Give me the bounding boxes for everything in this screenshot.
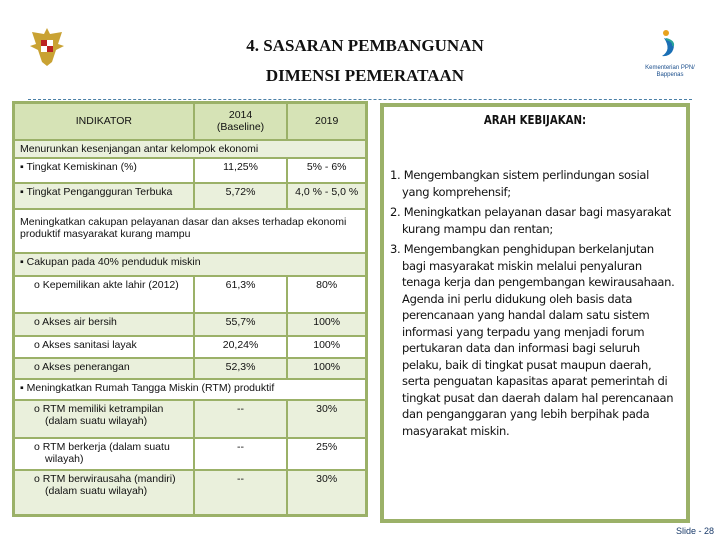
row-label: o RTM memiliki ketrampilan (dalam suatu wilayah) (14, 400, 194, 438)
header-baseline: 2014 (Baseline) (194, 103, 288, 140)
section-label: ▪ Meningkatkan Rumah Tangga Miskin (RTM) produktif (14, 379, 367, 400)
page-subtitle: DIMENSI PEMERATAAN (265, 66, 465, 85)
policy-box (380, 103, 690, 523)
table-row (14, 438, 367, 470)
row-label: o RTM berkerja (dalam suatu wilayah) (14, 438, 194, 470)
table-row (14, 276, 367, 313)
policy-item: 2. Meningkatkan pelayanan dasar bagi masyarakat kurang mampu dan rentan; (390, 205, 671, 236)
row-label: o Akses sanitasi layak (14, 336, 194, 358)
baseline-value: 61,3% (194, 276, 288, 313)
section-label: ▪ Cakupan pada 40% penduduk miskin (14, 253, 367, 276)
table-row (14, 400, 367, 438)
bappenas-logo: Kementerian PPN/ Bappenas (640, 28, 700, 78)
slide-number: Slide - 28 (675, 526, 714, 536)
table-row (14, 313, 367, 336)
row-label: o Akses penerangan (14, 358, 194, 379)
baseline-value: 5,72% (194, 183, 288, 209)
section-label: Meningkatkan cakupan pelayanan dasar dan akses terhadap ekonomi produktif masyarakat kurang mampu (14, 209, 367, 253)
table-header (14, 103, 367, 140)
header-indikator: INDIKATOR (14, 103, 194, 140)
divider (28, 99, 692, 100)
target-value: 4,0 % - 5,0 % (287, 183, 366, 209)
target-value: 100% (287, 336, 366, 358)
table-row (14, 140, 367, 158)
baseline-value: 11,25% (194, 158, 288, 183)
baseline-value: -- (194, 438, 288, 470)
indicator-table (12, 101, 368, 517)
policy-list (384, 167, 686, 439)
baseline-value: -- (194, 470, 288, 516)
table-row (14, 336, 367, 358)
policy-item: 1. Mengembangkan sistem perlindungan sosial yang komprehensif; (390, 168, 650, 199)
target-value: 5% - 6% (287, 158, 366, 183)
page-title: 4. SASARAN PEMBANGUNAN (246, 36, 484, 55)
policy-heading: ARAH KEBIJAKAN: (483, 113, 587, 127)
bappenas-logo-icon (658, 28, 682, 58)
baseline-value: -- (194, 400, 288, 438)
baseline-value: 52,3% (194, 358, 288, 379)
table-row (14, 358, 367, 379)
table-row (14, 158, 367, 183)
target-value: 30% (287, 400, 366, 438)
table-row (14, 379, 367, 400)
header-2019: 2019 (287, 103, 366, 140)
target-value: 80% (287, 276, 366, 313)
target-value: 30% (287, 470, 366, 516)
target-value: 25% (287, 438, 366, 470)
table-row (14, 183, 367, 209)
policy-item: 3. Mengembangkan penghidupan berkelanjutan bagi masyarakat miskin melalui penyaluran tenaga kerja dan pengembangan kewirausahaan. Agenda ini perlu didukung oleh basis data perencanaan yang handal dalam satu sistem informasi yang terpadu yang menjadi forum pertukaran data dan informasi bagi seluruh pelaku, baik di tingkat pusat maupun daerah, serta penguatan kapasitas aparat pemerintah di tingkat pusat dan daerah dalam hal perencanaan dan penganggaran yang lebih berpihak pada masyarakat miskin. (390, 242, 675, 438)
row-label: ▪ Tingkat Pengangguran Terbuka (14, 183, 194, 209)
table-row (14, 253, 367, 276)
table-row (14, 209, 367, 253)
row-label: o RTM berwirausaha (mandiri) (dalam suatu wilayah) (14, 470, 194, 516)
row-label: ▪ Tingkat Kemiskinan (%) (14, 158, 194, 183)
garuda-emblem-icon (24, 24, 70, 70)
baseline-value: 55,7% (194, 313, 288, 336)
target-value: 100% (287, 358, 366, 379)
baseline-value: 20,24% (194, 336, 288, 358)
target-value: 100% (287, 313, 366, 336)
row-label: o Kepemilikan akte lahir (2012) (14, 276, 194, 313)
table-row (14, 470, 367, 516)
section-label: Menurunkan kesenjangan antar kelompok ekonomi (14, 140, 367, 158)
row-label: o Akses air bersih (14, 313, 194, 336)
